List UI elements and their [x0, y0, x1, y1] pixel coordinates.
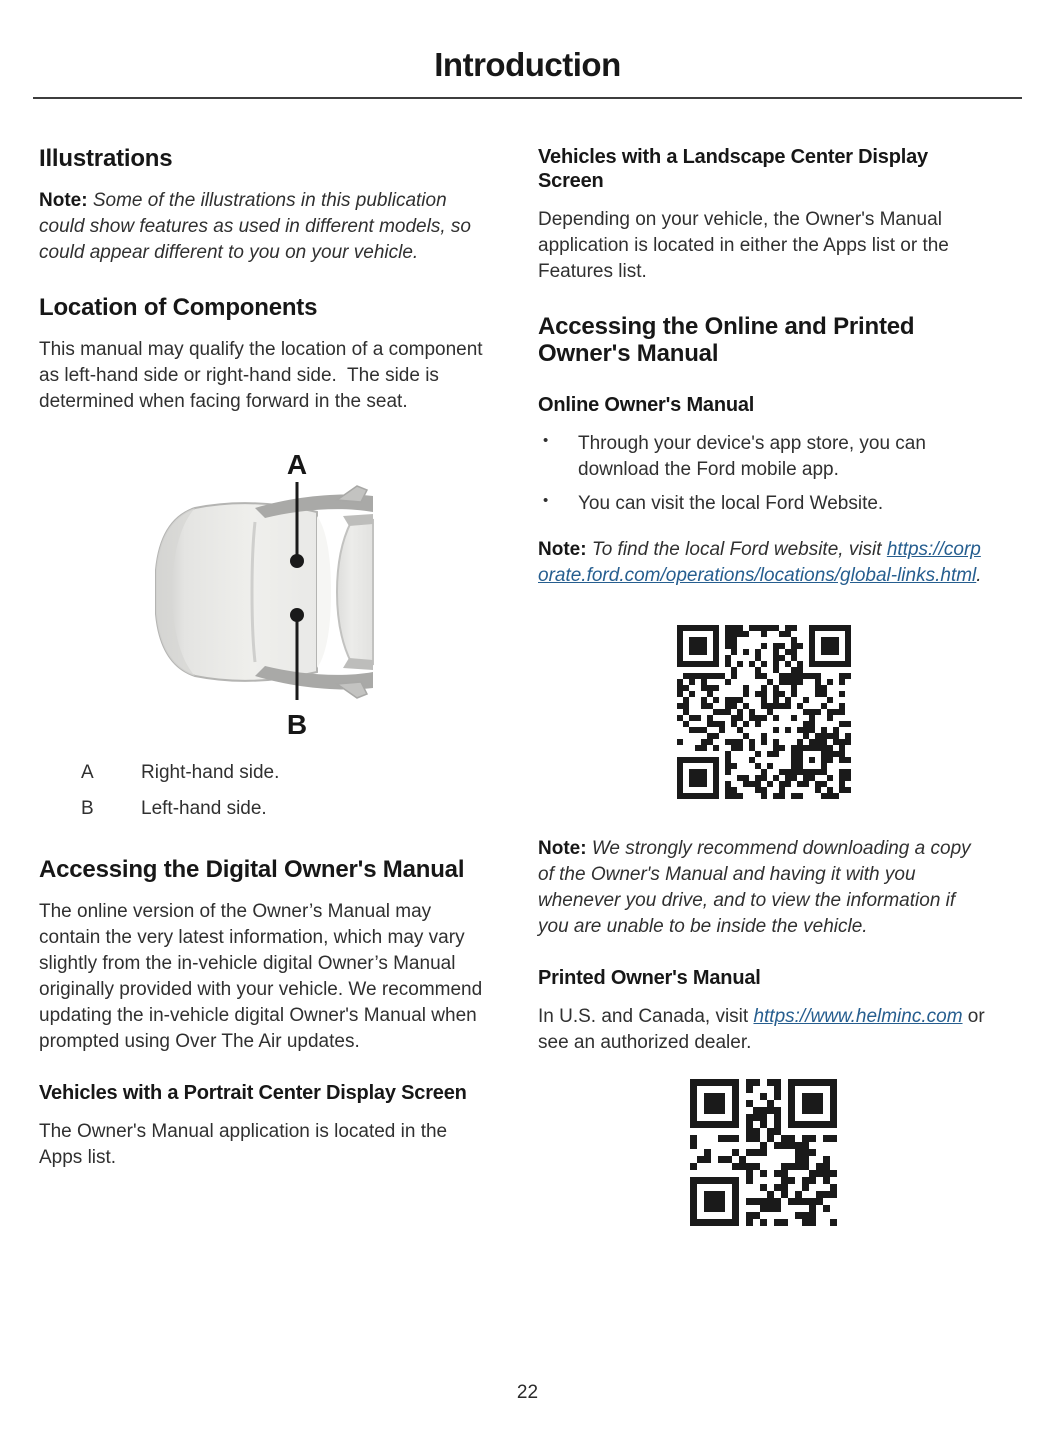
- bullet-text: Through your device's app store, you can download the Ford mobile app.: [578, 433, 926, 481]
- heading-printed-owners-manual: Printed Owner's Manual: [538, 967, 761, 990]
- callout-dot-a: [290, 554, 304, 568]
- legend-row-b: [39, 791, 490, 827]
- car-body: [156, 486, 373, 698]
- download-recommendation-note: [538, 836, 989, 940]
- landscape-paragraph: Depending on your vehicle, the Owner's Manual application is located in either the Apps list or the Features list.: [538, 209, 949, 283]
- car-top-view-figure: [39, 438, 490, 743]
- online-owners-manual-qr-code-icon: [677, 625, 851, 799]
- printed-text-prefix: In U.S. and Canada, visit: [538, 1006, 754, 1028]
- bullet-item-app-store: [538, 431, 989, 483]
- side-mirror-bottom: [337, 682, 367, 698]
- figure-legend: [39, 755, 490, 827]
- bullet-text: You can visit the local Ford Website.: [578, 493, 884, 515]
- note-suffix: .: [976, 565, 982, 587]
- note-text: To find the local Ford website, visit: [586, 539, 887, 561]
- page-title: Introduction: [434, 46, 621, 83]
- note-text: Some of the illustrations in this publication could show features as used in different models, so could appear different to you on your vehicle.: [39, 190, 471, 264]
- local-website-note: [538, 537, 989, 589]
- note-label: Note:: [39, 190, 88, 212]
- figure-label-a: A: [286, 449, 307, 481]
- online-manual-bullet-list: [538, 431, 989, 517]
- location-paragraph: This manual may qualify the location of a component as left-hand side or right-hand side. The side is determined when facing forward in the seat.: [39, 339, 483, 413]
- heading-accessing-digital-owners-manual: Accessing the Digital Owner's Manual: [39, 855, 465, 883]
- page-number: 22: [516, 1382, 539, 1403]
- heading-landscape-display: Vehicles with a Landscape Center Display Screen: [538, 146, 928, 192]
- note-label: Note:: [538, 539, 587, 561]
- legend-key-b: B: [81, 798, 94, 820]
- printed-text-suffix: or see an authorized dealer.: [538, 1006, 985, 1054]
- heading-online-owners-manual: Online Owner's Manual: [538, 394, 755, 417]
- right-column: [538, 145, 989, 1231]
- printed-manual-paragraph: [538, 1004, 989, 1056]
- global-links-url[interactable]: https://corporate.ford.com/operations/locations/global-links.html: [538, 539, 981, 587]
- two-column-content: [0, 99, 1055, 1231]
- heading-accessing-online-printed: Accessing the Online and Printed Owner's Manual: [538, 313, 915, 368]
- illustrations-note: [39, 188, 490, 266]
- portrait-paragraph: The Owner's Manual application is located in the Apps list.: [39, 1120, 448, 1168]
- heading-illustrations: Illustrations: [39, 145, 173, 172]
- legend-text-b: Left-hand side.: [141, 798, 267, 820]
- heading-portrait-display: Vehicles with a Portrait Center Display Screen: [39, 1081, 467, 1104]
- legend-key-a: A: [81, 762, 94, 784]
- bullet-icon: •: [543, 492, 549, 510]
- legend-text-a: Right-hand side.: [141, 762, 280, 784]
- printed-manual-qr-block: [538, 1079, 989, 1231]
- helminc-url[interactable]: https://www.helminc.com: [753, 1006, 963, 1028]
- heading-location-of-components: Location of Components: [39, 294, 318, 322]
- digital-paragraph: The online version of the Owner’s Manual may contain the very latest information, which may vary slightly from the in-vehicle digital Owner’s Manual originally provided with your vehicle. We recommend updating the in-vehicle digital Owner's Manual when prompted using Over The Air updates.: [39, 900, 483, 1052]
- printed-owners-manual-qr-code-icon: [690, 1079, 837, 1226]
- legend-row-a: [39, 755, 490, 791]
- bullet-icon: •: [543, 432, 549, 450]
- note-label: Note:: [538, 838, 587, 860]
- figure-label-b: B: [286, 709, 307, 739]
- car-top-view-illustration: [105, 438, 425, 738]
- side-mirror-top: [337, 486, 367, 502]
- online-manual-qr-block: [538, 625, 989, 804]
- bullet-item-ford-website: [538, 491, 989, 517]
- note-text: We strongly recommend downloading a copy of the Owner's Manual and having it with you whenever you drive, and to view the information if you are unable to be inside the vehicle.: [538, 838, 971, 938]
- left-column: [39, 145, 490, 1231]
